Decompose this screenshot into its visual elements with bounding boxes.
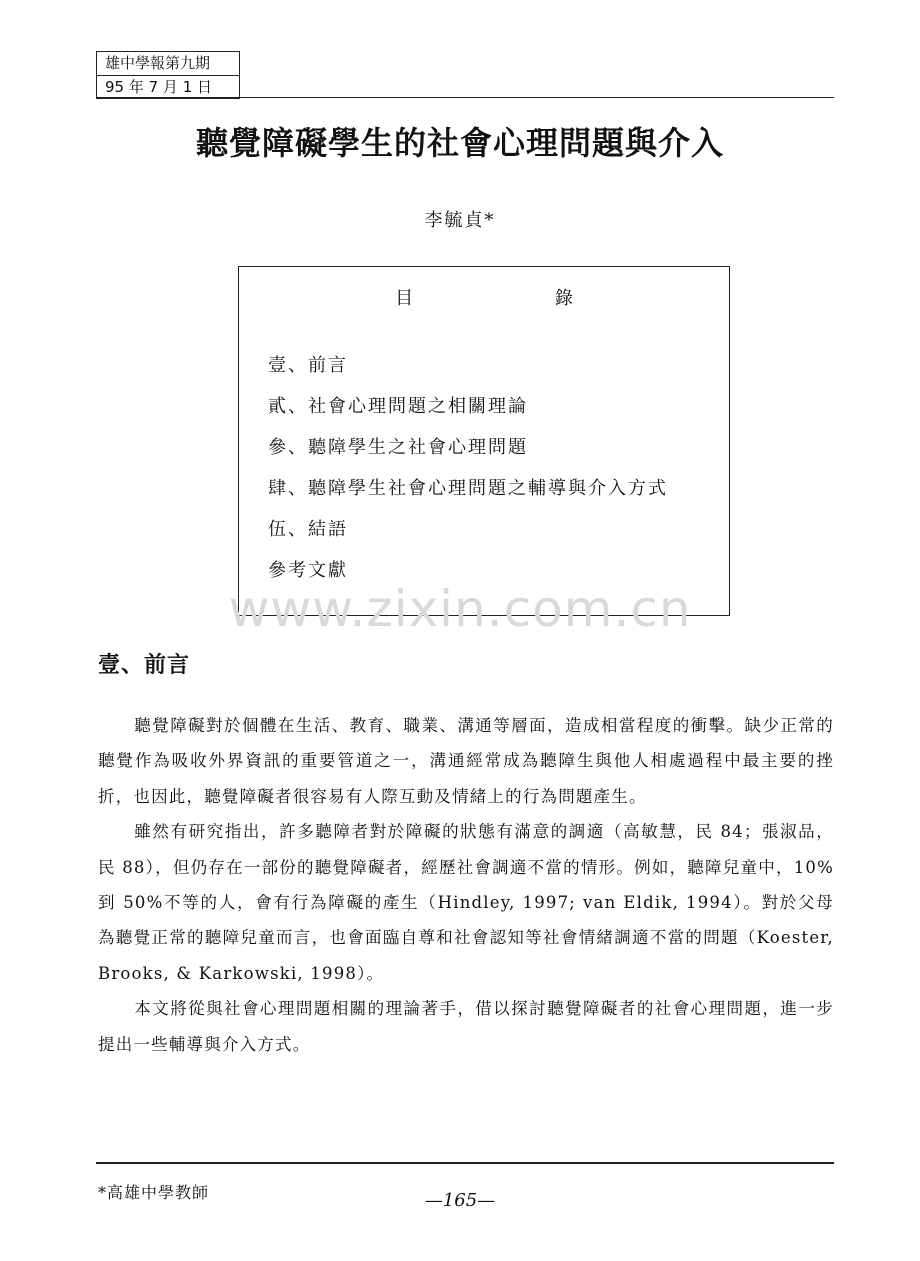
article-author: 李毓貞*: [424, 210, 496, 231]
toc-item: 貳、社會心理問題之相關理論: [268, 396, 528, 417]
toc-item: 參、聽障學生之社會心理問題: [268, 437, 528, 458]
body-paragraph: 雖然有研究指出，許多聽障者對於障礙的狀態有滿意的調適（高敏慧，民 84；張淑品，民 88），但仍存在一部份的聽覺障礙者，經歷社會調適不當的情形。例如，聽障兒童中，10%到 50%不等的人，會有行為障礙的產生（Hindley, 1997; van Eldik, 1994）。對於父母為聽覺正常的聽障兒童而言，也會面臨自尊和社會認知等社會情緒調適不當的問題（Koester, Brooks, & Karkowski, 1998）。: [98, 822, 834, 983]
toc-item: 參考文獻: [268, 560, 348, 581]
toc-item: 伍、結語: [268, 519, 348, 540]
section-body: [98, 708, 834, 1062]
table-of-contents: [238, 266, 730, 616]
watermark: www.zixin.com.cn: [228, 580, 692, 638]
page-number: —165—: [424, 1190, 496, 1211]
body-paragraph: 本文將從與社會心理問題相關的理論著手，借以探討聽覺障礙者的社會心理問題，進一步提出一些輔導與介入方式。: [98, 999, 834, 1054]
body-paragraph: 聽覺障礙對於個體在生活、教育、職業、溝通等層面，造成相當程度的衝擊。缺少正常的聽覺作為吸收外界資訊的重要管道之一，溝通經常成為聽障生與他人相處過程中最主要的挫折，也因此，聽覺障礙者很容易有人際互動及情緒上的行為問題產生。: [98, 716, 834, 806]
author-footnote: *高雄中學教師: [98, 1183, 210, 1202]
toc-item: 肆、聽障學生社會心理問題之輔導與介入方式: [268, 478, 668, 499]
article-title: 聽覺障礙學生的社會心理問題與介入: [195, 124, 724, 162]
header-divider: [96, 97, 834, 98]
toc-list: [268, 351, 668, 597]
footer-divider: [96, 1162, 834, 1164]
issue-date: 95 年 7 月 1 日: [97, 75, 239, 98]
journal-info-box: [96, 51, 240, 99]
section-heading: 壹、前言: [98, 653, 191, 678]
toc-item: 壹、前言: [268, 355, 348, 376]
toc-heading: 目 錄: [395, 288, 621, 309]
journal-name: 雄中學報第九期: [105, 54, 211, 72]
